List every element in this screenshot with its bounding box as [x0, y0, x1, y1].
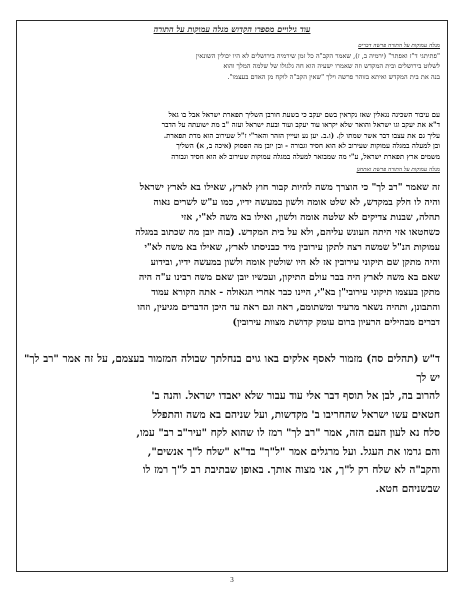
text-line: והתבונן, ותהיה נשאר מרעיד ומשתומם, ראה וגם ראה עד היכן הדברים מגיעין, וזהו — [137, 302, 440, 313]
text-line: כשחטאו אזי היתה העונש עליהם, ולא על בית המקדש. (בזה יובן מה שכתוב במגלה — [135, 227, 440, 238]
text-line: שבשניהם חטא. — [375, 482, 440, 495]
section3-text — [24, 180, 440, 330]
section1-text — [24, 51, 440, 82]
page-header: עוד גילויים מספרו הקדוש מגלה עמוקות על התורה — [153, 24, 311, 34]
section2-text — [24, 110, 440, 162]
text-line: עליך גם את עצבו דבר אשר שמתו לן. (ו.ב. יען נע ועייין הזהר והאר"י ז"ל שעירוב הוא מדת תפארת. — [163, 130, 440, 140]
text-line: והם גרמו את העגל. ועל מרגלים אמר "ל"ך" בד"א "שלח ל"ך אנשים", — [147, 445, 440, 458]
section4-text — [24, 350, 440, 498]
text-line: לשלוט בירושלים ובית המקדש וזה שאמרו ישעיה הוא חה גלגולו של שלמה המלך והוא — [223, 62, 440, 71]
text-line: תהלה, שבנות צדיקים לא שלטה אומה ולשון, ואילו בא משה לא"י, אזי — [181, 212, 440, 223]
section1-caption: מגלה עמוקות על התורה פרשה דברים — [358, 43, 440, 49]
text-line: והקב"ה לא שלח רק ל"ך, אני מצוה אותך. באופן שבתיבת רב ל"ך רמז לו — [142, 464, 440, 476]
text-line: עמוקות הנ"ל שמשה רצה לתקן עירובין מיד כבניסתו לארץ, שאילו בא משה לא"י — [144, 242, 440, 253]
text-line: דברים מבהילים הרעיון ברום עומק קדושת מצוות עירובין) — [232, 317, 440, 328]
text-line: משמים ארץ תפארת ישראל, ע"י מה שמבואר למעלה במגלה עמוקות שעירוב לא הוא חסיד וגבורה — [171, 151, 440, 161]
text-line: והיה מתקן שם תיקוני עירובין אז לא היו שולטין אומה ולשון במעשה ידיו, ובידוע — [150, 257, 440, 268]
text-line: סלח נא לעון העם הזה, אמר "רב לך" רמז לו שהוא לקח "עיר"ב רב" עמו, — [136, 427, 440, 439]
text-line: ד"א את יעקב וגו ישראל והואר שלא יקראו עוד יעקב ועוד ובעת ישראל ועזה "ב מת ישועתה על הדבר — [161, 120, 440, 130]
text-line: והיה לו חלק במקדש, לא שלט אומה ולשון במעשה ידיו, כמו ע"ש לשרים נאוה — [153, 197, 440, 208]
text-line: חטאים עשו ישראל שהחריבו ב' מקדשות, ועל שניהם בא משה והתפלל — [152, 408, 440, 421]
text-line: זה שאמר "רב לך" כי הוצרך משה להיות קבור חוץ לארץ, שאילו בא לארץ ישראל — [139, 182, 440, 193]
text-line: "פתיתגי ד"ז ואפתר" (ירמיה ב, ז), שאמר הקב"ה כל זמן שירמיה בירושלים לא היו יכולין השונאין — [195, 52, 440, 60]
text-line: להרוב בה, לבן אל תוסף דבר אלי עוד עבור שלא יאבדו ישראל. והנה ב' — [151, 390, 440, 402]
text-line: מתקן בעצמו תיקוני עירובי"ן בא"י, היינו כבר אחרי הגאולה - אתה הקורא עמוד — [151, 287, 440, 298]
text-line: ד"ש (תהלים סה) מזמור לאסף אלקים באו גוים בנחלתך שבולה המזמור בעצמם, על זה אמר "רב לך" יש לך — [24, 353, 440, 384]
section2-note: מגלה עמוקות על התורה פרשת ואתחנן — [356, 167, 440, 173]
text-line: בנה את בית המקדש ואיתא בזוהר פרשה וילך "שאין הקב"ה לוקח מן האדם בעצמו". — [227, 72, 440, 81]
text-line: ובן למעלה במגלה עמוקות שעירוב לא הוא חסיד וגבורה - ובן יובן מה הפסוק (איכה ב, א) השליך — [176, 141, 440, 151]
text-line: עם עיבור השכינה נגאלין שאז נקראין בשם יעקב כי בשעת חורבן השליך תפארת ישראל אבל בו גאל — [168, 110, 440, 119]
page-number: 3 — [230, 576, 234, 584]
text-line: שאם בא משה לארץ היה בבר עולם התיקון, ועכשיו יובן שאם משה רבינו ע"ה היה — [138, 272, 440, 283]
